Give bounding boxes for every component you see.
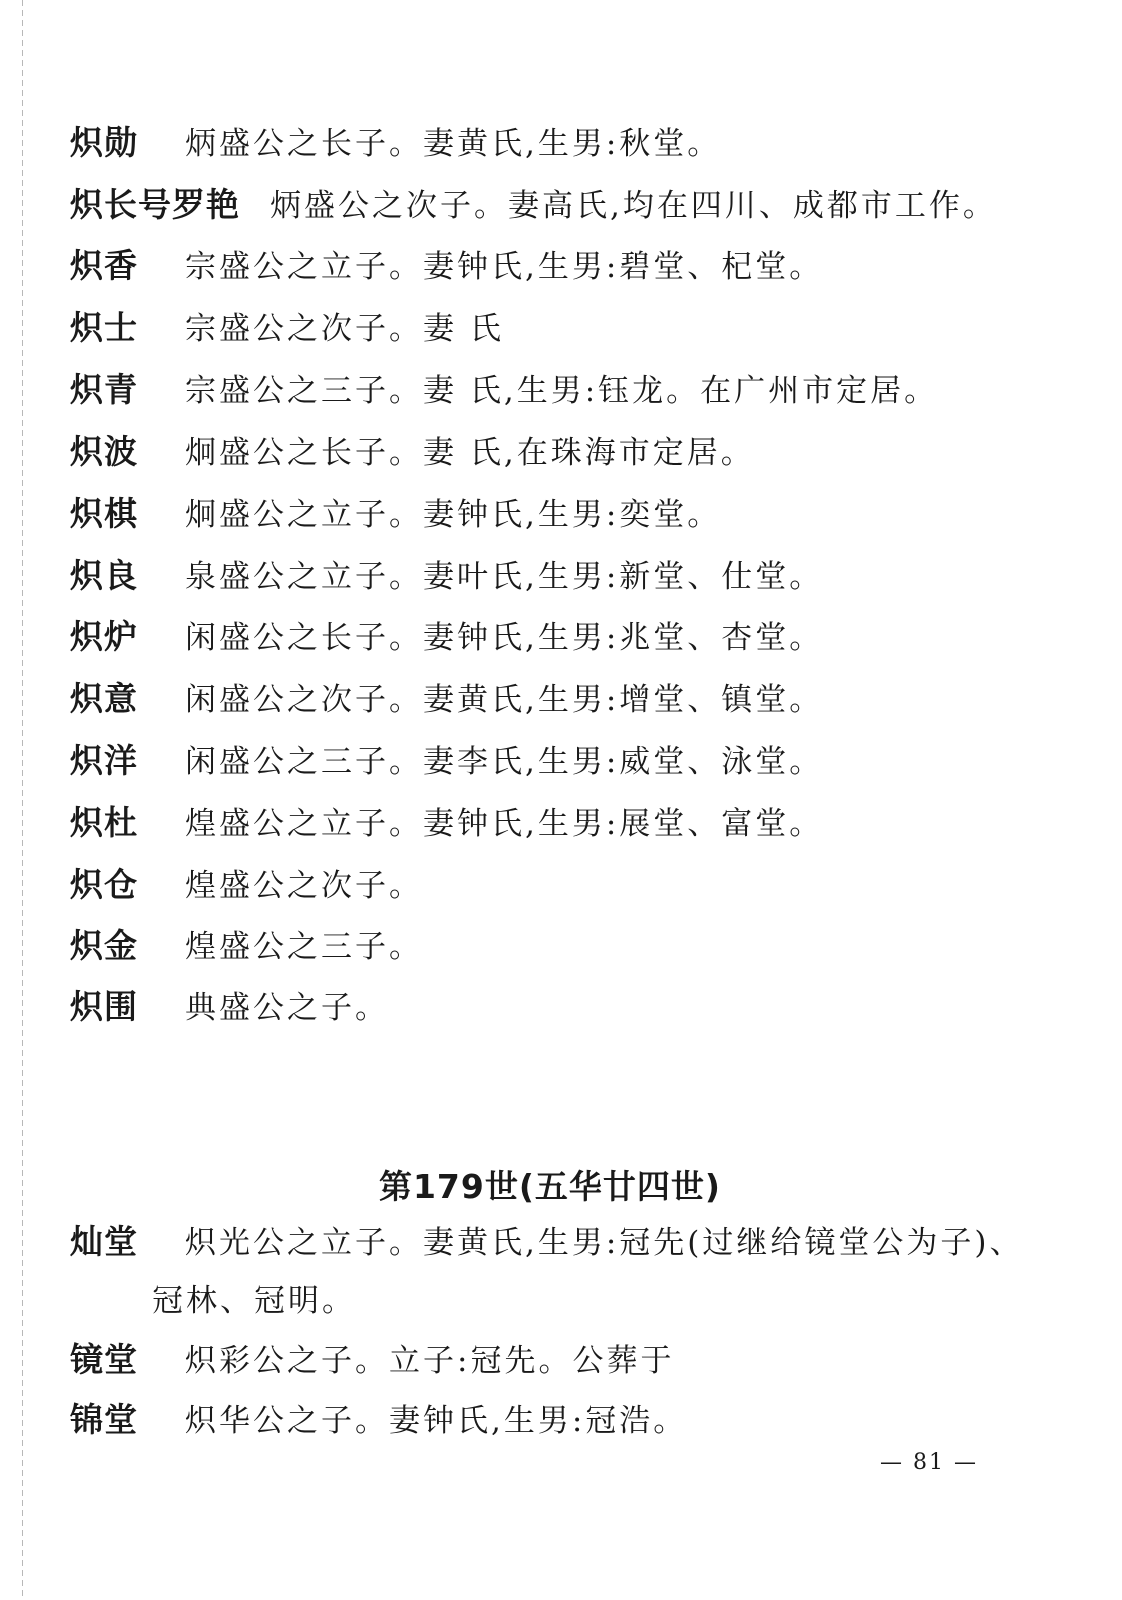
entry-row: [70, 123, 721, 164]
entry-row: [70, 803, 823, 844]
entry-name: 炽洋: [70, 741, 138, 780]
entry-row: [70, 370, 938, 411]
entry-desc: 炽彩公之子。立子:冠先。公葬于: [185, 1343, 675, 1379]
entry-desc: 宗盛公之立子。妻钟氏,生男:碧堂、杞堂。: [185, 249, 824, 285]
entry-desc: 煌盛公之立子。妻钟氏,生男:展堂、富堂。: [185, 806, 824, 842]
entry-row: [70, 185, 997, 226]
entry-name: 炽棋: [70, 494, 138, 533]
entry-desc: 炯盛公之长子。妻 氏,在珠海市定居。: [185, 435, 755, 471]
entry-name: 炽青: [70, 370, 138, 409]
page-binding-edge: [22, 0, 23, 1600]
entry-name: 炽勋: [70, 123, 138, 162]
entry-row: [70, 1400, 687, 1441]
entry-desc: 宗盛公之次子。妻 氏: [185, 311, 504, 347]
entry-desc: 闲盛公之三子。妻李氏,生男:威堂、泳堂。: [185, 744, 824, 780]
entry-name: 炽士: [70, 308, 138, 347]
entry-name: 灿堂: [70, 1222, 138, 1261]
entry-name: 炽良: [70, 556, 138, 595]
entry-name: 炽长号罗艳: [70, 185, 240, 224]
entry-name: 炽杜: [70, 803, 138, 842]
page-number: — 81 —: [880, 1450, 978, 1475]
entry-name: 镜堂: [70, 1340, 138, 1379]
entry-name: 炽金: [70, 926, 138, 965]
entry-row: [70, 1340, 674, 1381]
entry-desc: 炽华公之子。妻钟氏,生男:冠浩。: [185, 1403, 688, 1439]
entry-row: [70, 987, 389, 1028]
entry-name: 炽香: [70, 246, 138, 285]
entry-row: [70, 1222, 1023, 1263]
entry-desc: 闲盛公之次子。妻黄氏,生男:增堂、镇堂。: [185, 682, 824, 718]
entry-name: 炽意: [70, 679, 138, 718]
entry-name: 锦堂: [70, 1400, 138, 1439]
entry-name: 炽围: [70, 987, 138, 1026]
entry-desc: 炽光公之立子。妻黄氏,生男:冠先(过继给镜堂公为子)、: [185, 1225, 1024, 1261]
entry-row: [70, 432, 755, 473]
entry-desc: 炳盛公之次子。妻高氏,均在四川、成都市工作。: [270, 188, 997, 224]
entry-desc: 炯盛公之立子。妻钟氏,生男:奕堂。: [185, 497, 722, 533]
entry-row: [70, 617, 823, 658]
entry-row: [70, 926, 423, 967]
entry-desc: 煌盛公之次子。: [185, 868, 423, 904]
entry-row: [70, 556, 823, 597]
entry-continuation: 冠林、冠明。: [152, 1283, 356, 1319]
entry-row: [70, 308, 504, 349]
entry-row: [70, 741, 823, 782]
entry-desc: 炳盛公之长子。妻黄氏,生男:秋堂。: [185, 126, 722, 162]
entry-name: 炽波: [70, 432, 138, 471]
section-heading: 第179世(五华廿四世): [378, 1167, 722, 1206]
entry-desc: 闲盛公之长子。妻钟氏,生男:兆堂、杏堂。: [185, 620, 824, 656]
entry-row: [70, 494, 721, 535]
entry-row: [70, 679, 823, 720]
entry-desc: 泉盛公之立子。妻叶氏,生男:新堂、仕堂。: [185, 559, 824, 595]
entry-name: 炽炉: [70, 617, 138, 656]
entry-row: [70, 865, 423, 906]
entry-row: [70, 246, 823, 287]
entry-desc: 宗盛公之三子。妻 氏,生男:钰龙。在广州市定居。: [185, 373, 939, 409]
entry-desc: 典盛公之子。: [185, 990, 389, 1026]
entry-name: 炽仓: [70, 865, 138, 904]
entry-desc: 煌盛公之三子。: [185, 929, 423, 965]
